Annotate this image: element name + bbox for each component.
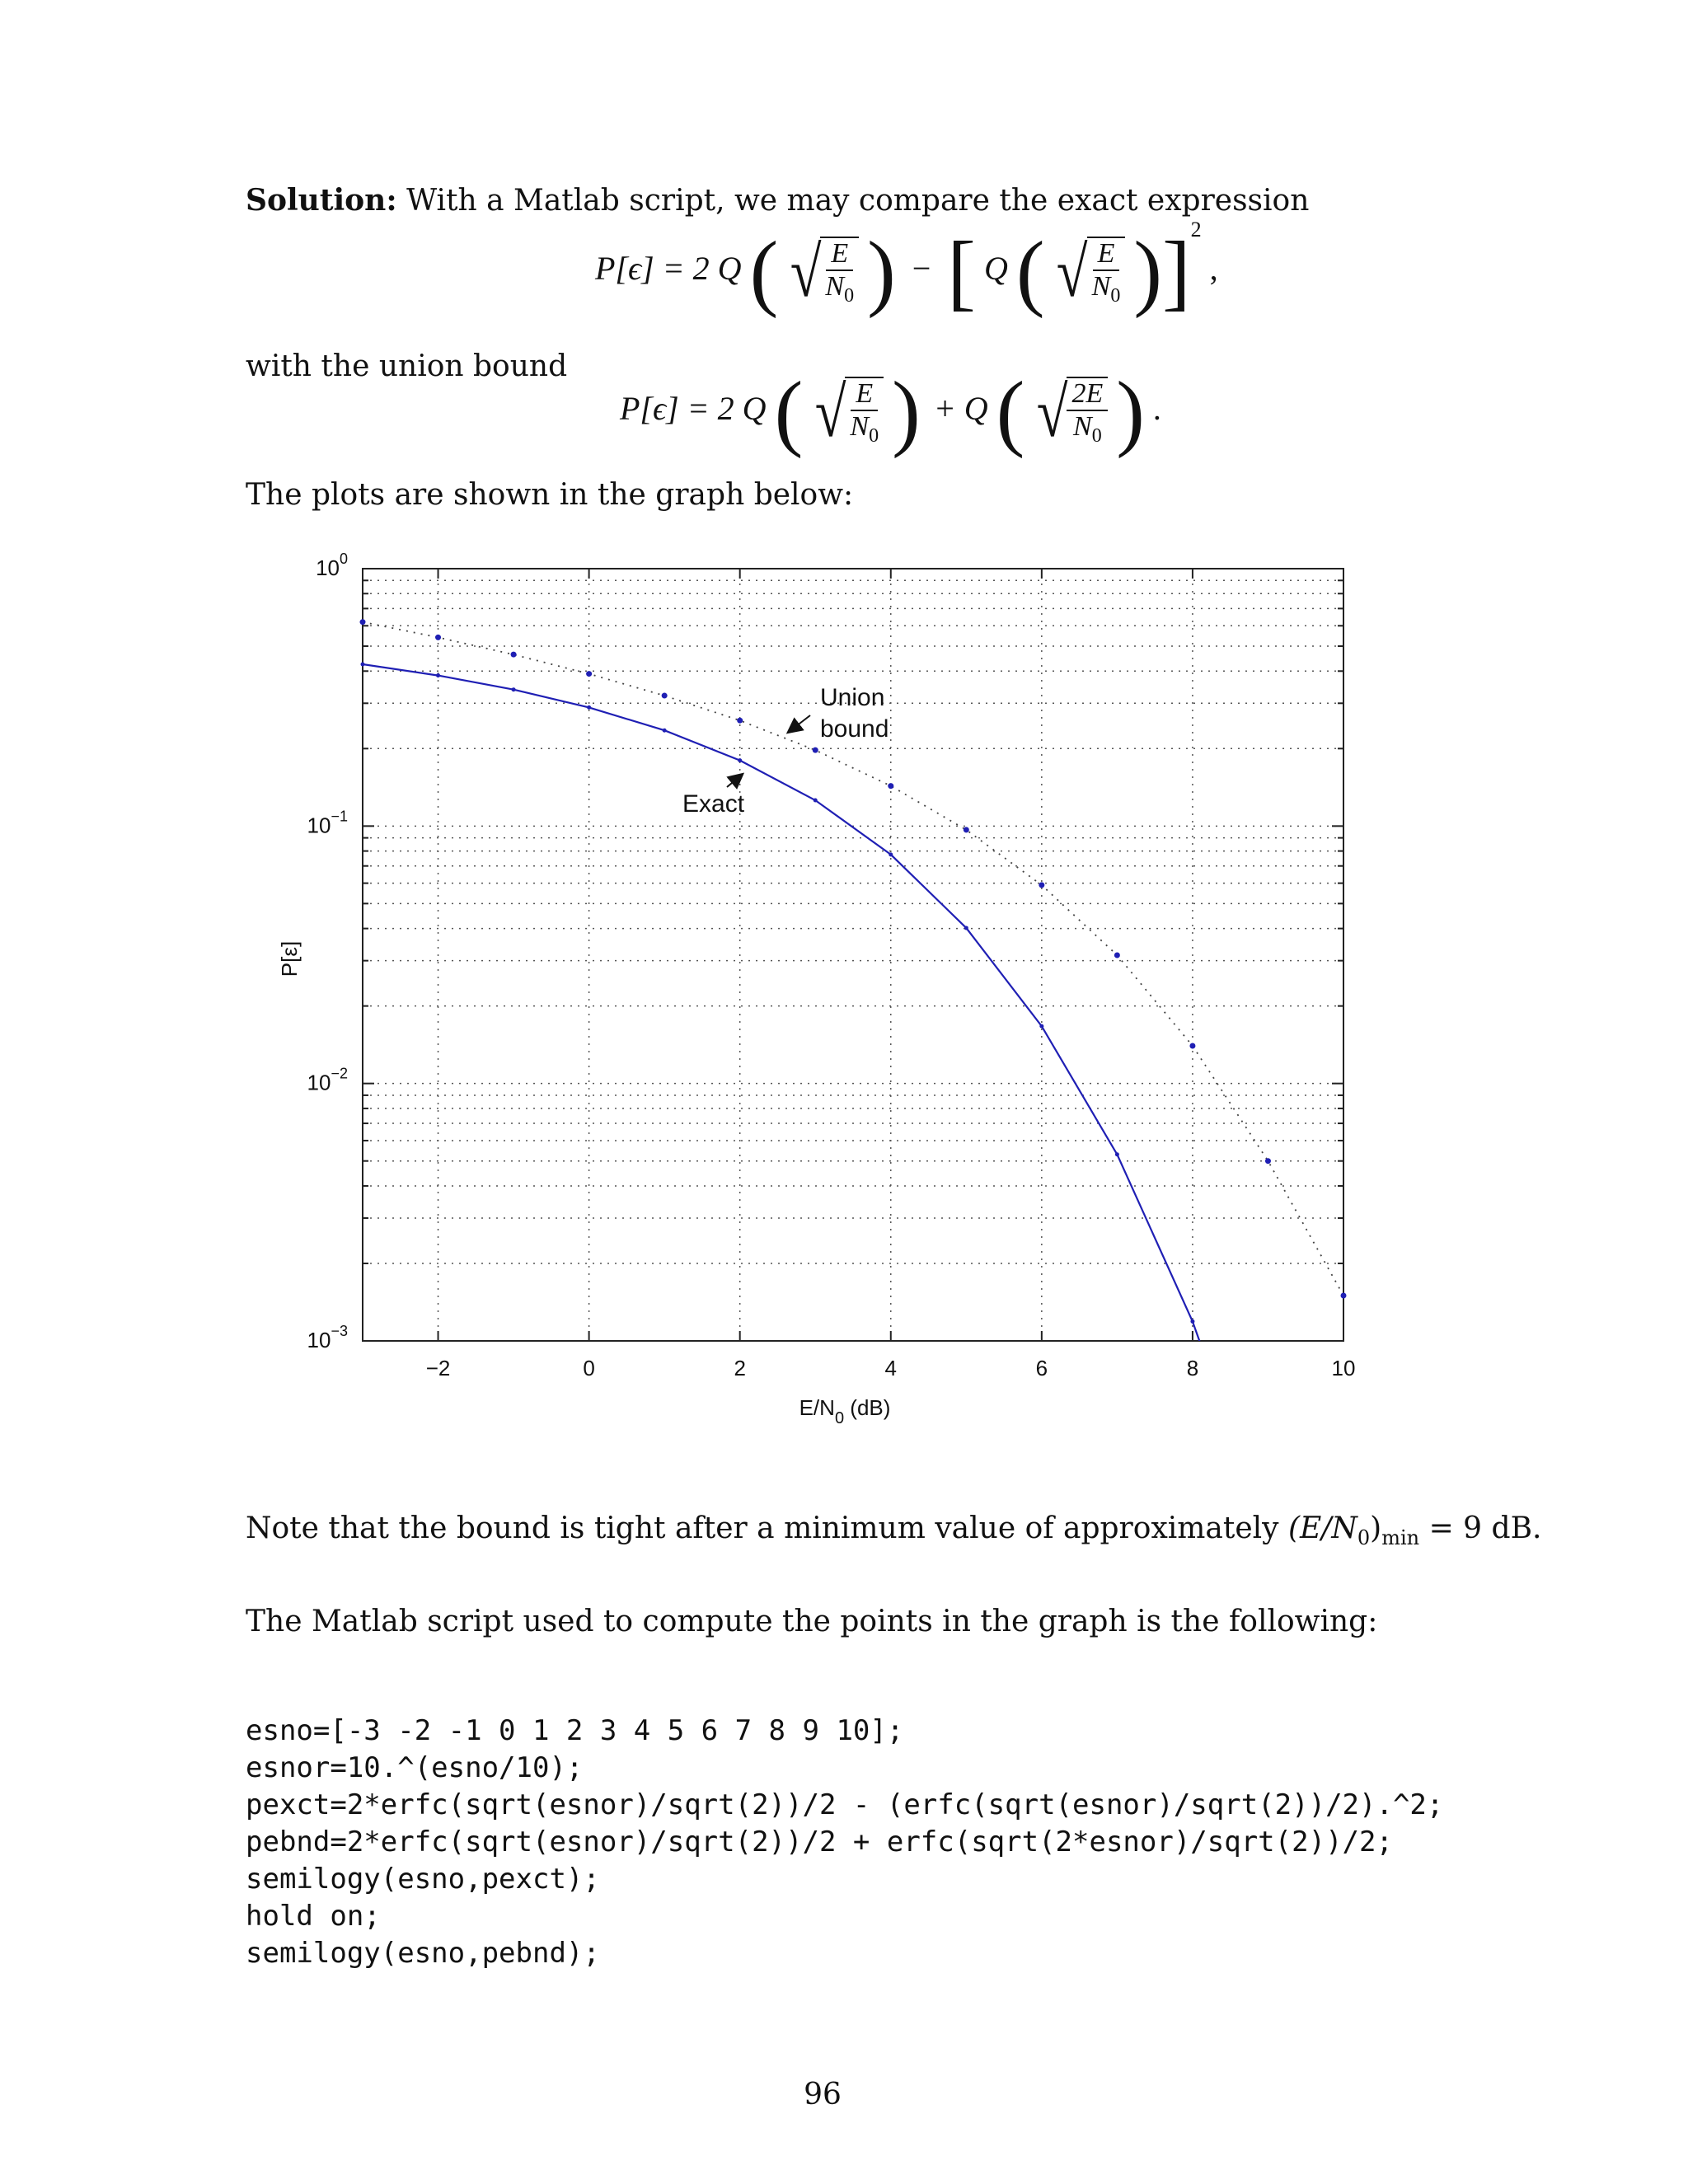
exact-point [738,758,742,762]
bound-sqrt-2: √ $\frac{2E}{N_0}$ [1033,373,1108,452]
exact-sqrt-2: √ $\frac{E}{N_0}$ [1053,233,1125,312]
exact-minus: − [912,250,931,288]
y-tick-label: $10^{-1}$ [307,808,348,838]
bound-equation: P[ϵ] = 2 Q ( √ $\frac{E}{N_0}$ ) + Q ( √ $\frac{2E}{N_0}$ ) . [620,364,1161,459]
note-value: = 9 dB. [1428,1511,1542,1545]
script-intro: The Matlab script used to compute the points in the graph is the following: [246,1605,1378,1638]
arrow-union-bound [789,715,810,732]
union-bound-point [1114,953,1120,958]
note-text: Note that the bound is tight after a minimum value of approximately [246,1511,1279,1545]
bound-sqrt-1: √ $\frac{E}{N_0}$ [811,373,884,452]
union-bound-point [360,619,366,625]
code-line: semilogy(esno,pebnd); [246,1937,600,1970]
matlab-code-block [246,1675,1443,1972]
x-tick-label: 0 [583,1356,595,1380]
union-bound-point [888,783,893,789]
exact-point [361,662,365,666]
x-tick-label: 8 [1186,1356,1199,1380]
union-bound-point [964,827,969,832]
code-line: esnor=10.^(esno/10); [246,1751,584,1784]
code-line: pebnd=2*erfc(sqrt(esnor)/sqrt(2))/2 + erfc(sqrt(2*esnor)/sqrt(2))/2; [246,1825,1393,1858]
union-bound-point [435,635,441,640]
union-bound-point [662,693,668,699]
exact-sqrt-1: √ $\frac{E}{N_0}$ [786,233,859,312]
exact-point [889,852,893,856]
x-tick-label: −2 [425,1356,451,1380]
exact-point [1190,1319,1194,1324]
note-expr: (E/N [1287,1511,1357,1545]
union-bound-point [1039,882,1044,888]
union-intro: with the union bound [246,349,568,383]
code-line: semilogy(esno,pexct); [246,1863,600,1896]
union-bound-point [1265,1158,1271,1164]
x-tick-label: 2 [734,1356,746,1380]
bound-plus: + Q [933,390,988,428]
x-tick-label: 10 [1331,1356,1356,1380]
annotation-union-bound: Union [820,684,885,711]
union-bound-point [737,718,743,724]
solution-label: Solution: [246,183,397,218]
y-tick-label: $10^{-3}$ [307,1323,348,1352]
exact-point [512,687,516,691]
y-tick-label: $10^0$ [316,551,348,580]
intro-text: With a Matlab script, we may compare the exact expression [406,184,1310,218]
note-min: min [1381,1526,1420,1550]
note-paragraph: Note that the bound is tight after a minimum value of approximately $(E/N_0)_{min} = 9$ dB. [246,1511,1542,1550]
code-line: pexct=2*erfc(sqrt(esnor)/sqrt(2))/2 - (erfc(sqrt(esnor)/sqrt(2))/2).^2; [246,1788,1444,1821]
union-bound-point [511,652,517,658]
union-bound-point [813,748,818,753]
exact-q: Q [983,250,1008,288]
bound-lhs: P[ϵ] = 2 Q [620,390,767,428]
exact-point [436,673,440,677]
exact-point [1115,1152,1119,1156]
x-tick-label: 6 [1035,1356,1048,1380]
union-bound-point [586,671,592,677]
exact-point [587,705,591,710]
exact-power: 2 [1190,217,1202,241]
exact-point [814,798,818,802]
page-number: 96 [804,2078,842,2111]
union-bound-point [1189,1043,1195,1049]
y-axis-label: P[ε] [277,940,302,977]
exact-point [964,926,968,930]
annotation-exact: Exact [682,790,745,818]
plots-intro: The plots are shown in the graph below: [246,478,854,512]
exact-lhs: P[ϵ] = 2 Q [595,250,742,288]
x-tick-label: 4 [884,1356,898,1380]
union-bound-point [1341,1293,1347,1299]
y-tick-label: $10^{-2}$ [307,1065,348,1095]
x-axis-label: $E/N_0$ (dB) [799,1395,891,1427]
code-line: hold on; [246,1900,381,1933]
exact-point [663,729,667,733]
exact-equation: P[ϵ] = 2 Q ( √ $\frac{E}{N_0}$ ) − [ Q ( √ $\frac{E}{N_0}$ )]$^2$ , [595,217,1218,319]
annotation-union-bound: bound [820,715,889,743]
code-line: esno=[-3 -2 -1 0 1 2 3 4 5 6 7 8 9 10]; [246,1714,904,1747]
exact-point [1039,1024,1043,1029]
